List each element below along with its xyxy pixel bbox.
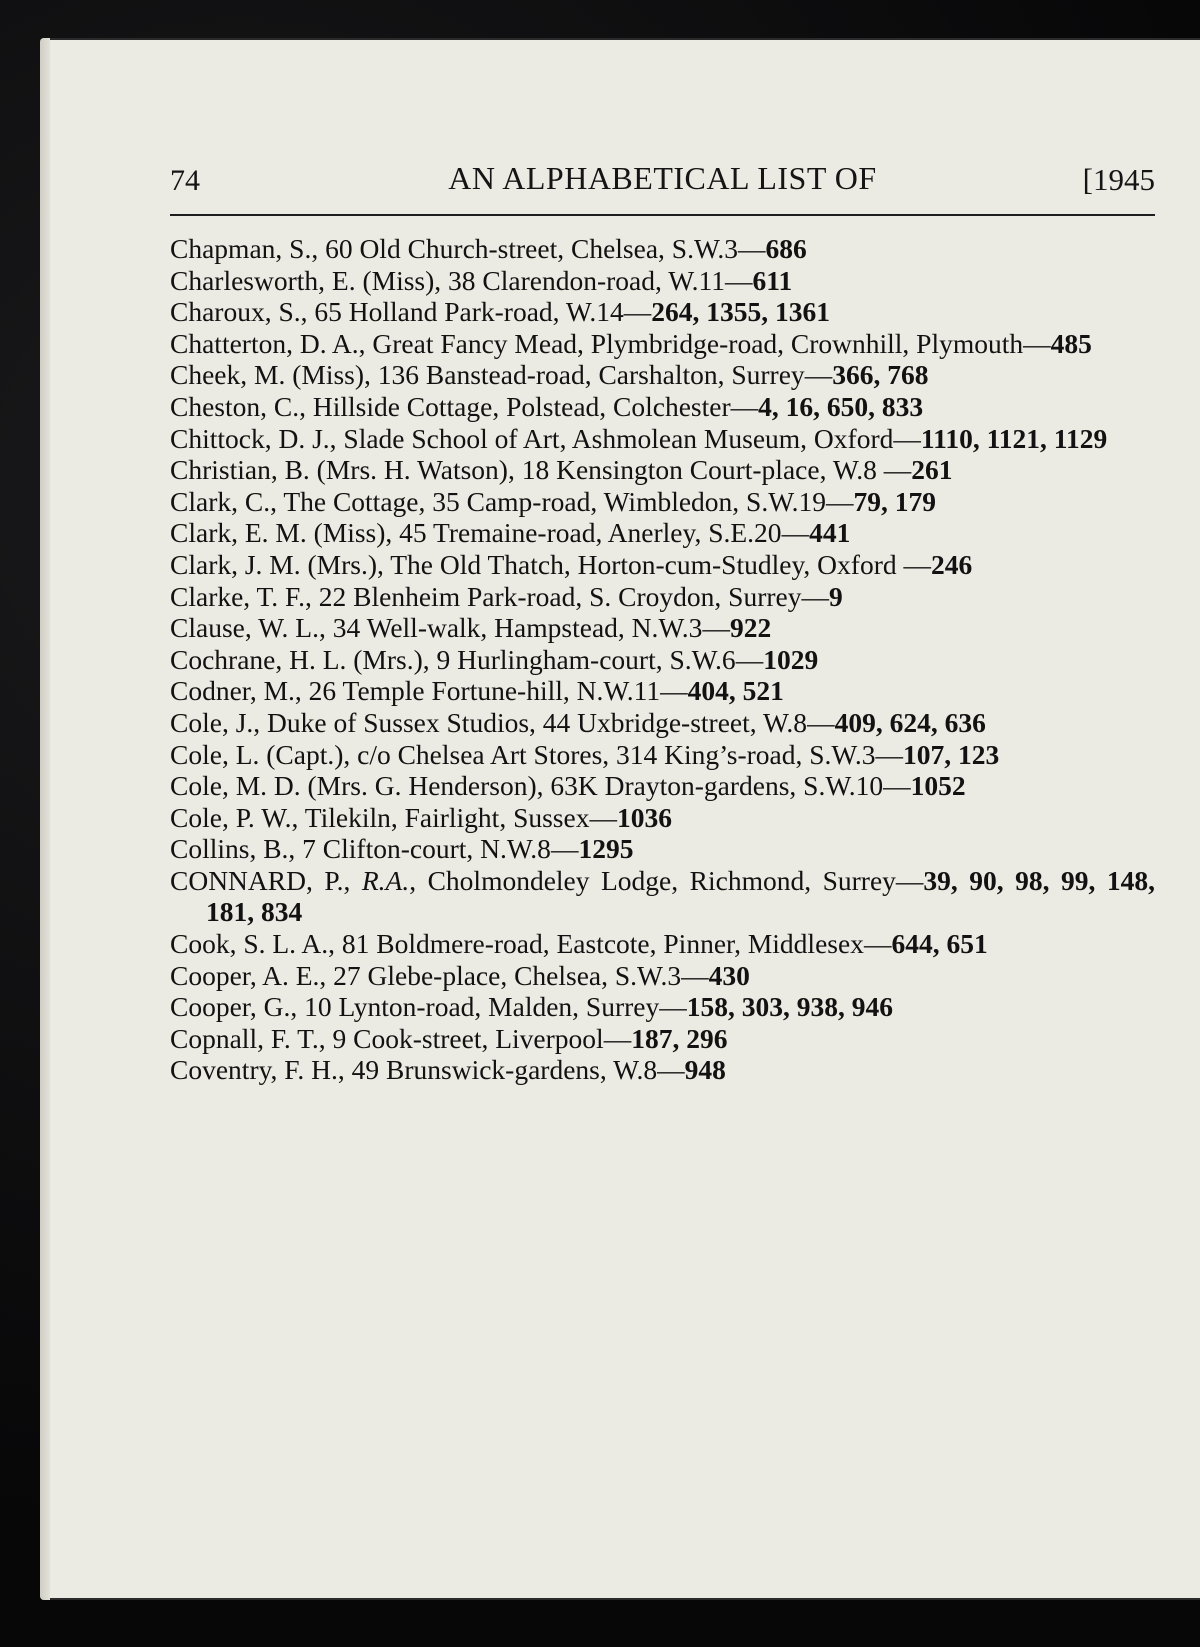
list-item: CONNARD, P., R.A., Cholmondeley Lodge, Richmond, Surrey—39, 90, 98, 99, 148, 181, 834 — [170, 864, 1156, 928]
list-item: Chittock, D. J., Slade School of Art, Ashmolean Museum, Oxford—1110, 1121, 1129 — [170, 422, 1108, 454]
list-item: Clarke, T. F., 22 Blenheim Park-road, S. Croydon, Surrey—9 — [170, 580, 843, 612]
book-page — [40, 38, 1200, 1600]
year-label: [1945 — [1082, 162, 1155, 197]
list-item: Cole, M. D. (Mrs. G. Henderson), 63K Drayton-gardens, S.W.10—1052 — [170, 770, 966, 802]
entry-list — [170, 233, 1155, 1086]
list-item: Christian, B. (Mrs. H. Watson), 18 Kensington Court-place, W.8 —261 — [170, 454, 953, 486]
list-item: Chatterton, D. A., Great Fancy Mead, Plymbridge-road, Crownhill, Plymouth—485 — [170, 327, 1092, 359]
page-edge — [40, 38, 50, 1600]
list-item: Codner, M., 26 Temple Fortune-hill, N.W.11—404, 521 — [170, 675, 784, 707]
list-item: Cole, P. W., Tilekiln, Fairlight, Sussex—1036 — [170, 801, 672, 833]
list-item: Cheston, C., Hillside Cottage, Polstead, Colchester—4, 16, 650, 833 — [170, 390, 924, 422]
list-item: Cochrane, H. L. (Mrs.), 9 Hurlingham-court, S.W.6—1029 — [170, 643, 819, 675]
list-item: Charoux, S., 65 Holland Park-road, W.14—264, 1355, 1361 — [170, 296, 830, 328]
list-item: Clause, W. L., 34 Well-walk, Hampstead, N.W.3—922 — [170, 612, 772, 644]
list-item: Copnall, F. T., 9 Cook-street, Liverpool—187, 296 — [170, 1022, 728, 1054]
list-item: Coventry, F. H., 49 Brunswick-gardens, W.8—948 — [170, 1054, 726, 1086]
list-item: Collins, B., 7 Clifton-court, N.W.8—1295 — [170, 833, 634, 865]
list-item: Clark, C., The Cottage, 35 Camp-road, Wimbledon, S.W.19—79, 179 — [170, 485, 937, 517]
list-item: Cooper, A. E., 27 Glebe-place, Chelsea, S.W.3—430 — [170, 959, 750, 991]
list-item: Charlesworth, E. (Miss), 38 Clarendon-road, W.11—611 — [170, 264, 793, 296]
list-item: Cole, L. (Capt.), c/o Chelsea Art Stores, 314 King’s-road, S.W.3—107, 123 — [170, 738, 1000, 770]
list-item: Clark, J. M. (Mrs.), The Old Thatch, Horton-cum-Studley, Oxford —246 — [170, 548, 973, 580]
running-header — [170, 156, 1155, 206]
list-item: Cheek, M. (Miss), 136 Banstead-road, Carshalton, Surrey—366, 768 — [170, 359, 929, 391]
header-rule — [170, 214, 1155, 216]
list-item: Cook, S. L. A., 81 Boldmere-road, Eastcote, Pinner, Middlesex—644, 651 — [170, 928, 988, 960]
running-title: AN ALPHABETICAL LIST OF — [448, 160, 877, 196]
list-item: Chapman, S., 60 Old Church-street, Chelsea, S.W.3—686 — [170, 233, 807, 264]
list-item: Cole, J., Duke of Sussex Studios, 44 Uxbridge-street, W.8—409, 624, 636 — [170, 706, 986, 738]
list-item: Cooper, G., 10 Lynton-road, Malden, Surrey—158, 303, 938, 946 — [170, 991, 893, 1023]
page-number: 74 — [170, 164, 200, 197]
list-item: Clark, E. M. (Miss), 45 Tremaine-road, Anerley, S.E.20—441 — [170, 517, 851, 549]
